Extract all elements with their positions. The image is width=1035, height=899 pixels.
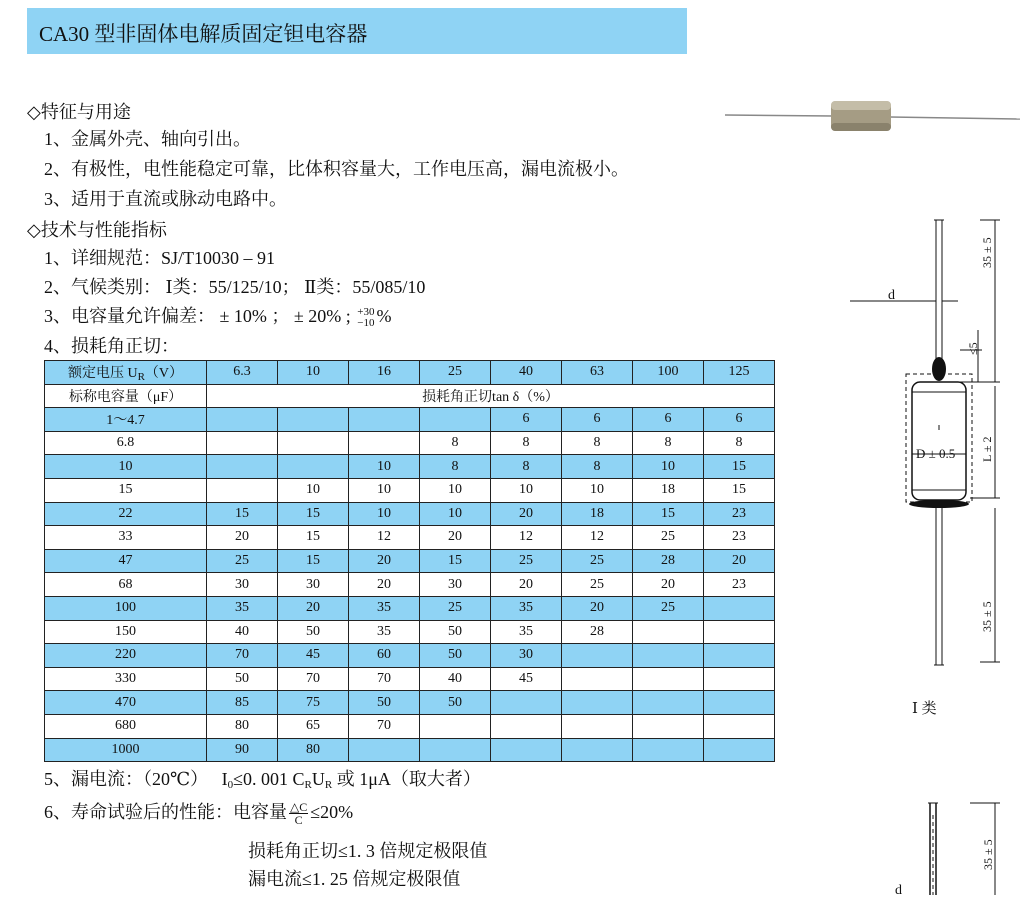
loss-value-cell: 15 [278,549,349,573]
loss-value-cell: 25 [633,526,704,550]
capacitance-cell: 1～4.7 [45,408,207,432]
loss-value-cell: 10 [349,478,420,502]
loss-value-cell: 25 [562,573,633,597]
loss-value-cell: 15 [704,478,775,502]
loss-value-cell: 90 [207,738,278,762]
loss-value-cell: 20 [349,573,420,597]
loss-value-cell: 30 [278,573,349,597]
loss-value-cell: 10 [562,478,633,502]
loss-value-cell: 20 [278,596,349,620]
leakage-prefix: 5、漏电流：（20℃） [44,769,209,789]
spec-3-suffix: % [376,306,392,326]
loss-value-cell [420,714,491,738]
loss-value-cell: 8 [420,455,491,479]
loss-value-cell [633,667,704,691]
loss-value-cell: 35 [207,596,278,620]
features-title: ◇特征与用途 [27,102,131,123]
loss-value-cell: 8 [704,431,775,455]
loss-value-cell: 30 [207,573,278,597]
table-row [45,431,775,455]
loss-value-cell: 20 [207,526,278,550]
loss-value-cell [562,644,633,668]
loss-value-cell: 8 [491,455,562,479]
loss-value-cell [207,455,278,479]
loss-value-cell: 10 [491,478,562,502]
life-suffix: ≤20% [310,802,354,822]
loss-value-cell: 15 [633,502,704,526]
fraction-denominator: C [294,813,303,828]
loss-value-cell: 65 [278,714,349,738]
table-row [45,714,775,738]
loss-value-cell: 25 [562,549,633,573]
loss-value-cell: 75 [278,691,349,715]
loss-value-cell [207,478,278,502]
loss-value-cell: 40 [207,620,278,644]
loss-value-cell: 25 [491,549,562,573]
loss-value-cell: 6 [491,408,562,432]
loss-value-cell: 45 [491,667,562,691]
loss-value-cell: 45 [278,644,349,668]
capacitance-cell: 220 [45,644,207,668]
loss-value-cell: 10 [349,455,420,479]
loss-value-cell: 10 [278,478,349,502]
capacitance-cell: 10 [45,455,207,479]
voltage-cell: 100 [633,361,704,385]
tolerance-top: +30 [357,305,375,318]
capacitance-cell: 47 [45,549,207,573]
life-line [44,798,353,826]
table-row [45,667,775,691]
loss-value-cell: 35 [491,596,562,620]
loss-value-cell [633,691,704,715]
loss-value-cell: 10 [420,502,491,526]
table-row [45,596,775,620]
loss-value-cell: 70 [349,667,420,691]
leakage-i: I [221,769,228,789]
capacitance-cell: 150 [45,620,207,644]
capacitance-header: 标称电容量（μF） [45,384,207,408]
capacitance-cell: 470 [45,691,207,715]
loss-value-cell: 60 [349,644,420,668]
d-label: d [888,288,895,303]
loss-value-cell: 35 [349,596,420,620]
loss-value-cell [633,738,704,762]
loss-value-cell: 70 [207,644,278,668]
loss-value-cell [704,667,775,691]
loss-value-cell: 50 [349,691,420,715]
loss-value-cell: 15 [278,526,349,550]
loss-value-cell: 50 [420,620,491,644]
loss-value-cell: 10 [349,502,420,526]
loss-tangent-table [44,360,775,762]
table-row [45,620,775,644]
loss-value-cell: 40 [420,667,491,691]
capacitance-cell: 15 [45,478,207,502]
table-row [45,455,775,479]
loss-value-cell [349,738,420,762]
loss-value-cell: 35 [349,620,420,644]
loss-value-cell: 12 [562,526,633,550]
title-bar [27,8,687,54]
loss-value-cell: 8 [420,431,491,455]
table-row [45,408,775,432]
capacitance-cell: 330 [45,667,207,691]
loss-value-cell: 23 [704,573,775,597]
table-row [45,691,775,715]
loss-value-cell: 18 [562,502,633,526]
tolerance-stack [357,307,374,329]
loss-value-cell: 20 [349,549,420,573]
loss-value-cell: 25 [420,596,491,620]
table-row [45,573,775,597]
voltage-header-label: 额定电压 $U_R(V)$ [45,361,207,385]
leakage-suffix: 或 1μA（取大者） [332,769,481,789]
capacitance-cell: 68 [45,573,207,597]
capacitance-cell: 680 [45,714,207,738]
leakage-u-sub: R [324,779,333,791]
capacitance-cell: 1000 [45,738,207,762]
loss-value-cell [420,408,491,432]
loss-value-cell: 20 [420,526,491,550]
loss-value-cell: 30 [420,573,491,597]
le5-label: ≤5 [966,342,980,355]
capacitance-cell: 22 [45,502,207,526]
loss-value-cell: 80 [207,714,278,738]
top-lead-length-2: 35 ± 5 [981,839,995,870]
loss-value-cell [491,738,562,762]
spec-3 [44,302,391,329]
loss-value-cell [704,691,775,715]
feature-3: 3、适用于直流或脉动电路中。 [44,189,287,209]
loss-value-cell: 10 [633,455,704,479]
loss-value-cell: 8 [633,431,704,455]
voltage-cell: 125 [704,361,775,385]
loss-value-cell: 20 [633,573,704,597]
spec-1: 1、详细规范：SJ/T10030 – 91 [44,248,276,268]
dimension-diagram [840,210,1030,730]
top-lead-length: 35 ± 5 [980,237,994,268]
loss-value-cell [491,691,562,715]
diagram-caption: Ⅰ 类 [912,701,937,717]
loss-value-cell [633,714,704,738]
body-length-label: L ± 2 [980,436,994,462]
spec-3-prefix: 3、电容量允许偏差： ± 10% ； ± 20% ; [44,306,351,326]
loss-value-cell: 50 [278,620,349,644]
life-prefix: 6、寿命试验后的性能：电容量 [44,802,287,822]
loss-value-cell: 23 [704,502,775,526]
life-leak: 漏电流≤1. 25 倍规定极限值 [248,869,461,889]
loss-value-cell: 50 [420,644,491,668]
loss-value-cell: 20 [491,573,562,597]
loss-value-cell: 6 [562,408,633,432]
loss-value-cell [704,714,775,738]
loss-value-cell [704,596,775,620]
product-photo [725,95,1025,135]
loss-value-cell: 12 [349,526,420,550]
fraction-numerator: △C [290,800,308,815]
loss-value-cell: 15 [420,549,491,573]
delta-c-fraction [289,801,308,826]
loss-value-cell: 50 [420,691,491,715]
loss-value-cell [562,691,633,715]
leakage-i-sub: 0 [227,779,234,791]
loss-value-cell [420,738,491,762]
loss-value-cell [704,620,775,644]
loss-value-cell: 85 [207,691,278,715]
loss-value-cell [704,738,775,762]
loss-value-cell: 28 [562,620,633,644]
leakage-c-sub: R [304,779,312,791]
feature-2: 2、有极性，电性能稳定可靠，比体积容量大，工作电压高，漏电流极小。 [44,159,629,179]
table-row [45,526,775,550]
loss-tangent-header: 损耗角正切tan δ（%） [207,384,775,408]
voltage-cell: 63 [562,361,633,385]
tolerance-bottom: −10 [357,316,375,329]
loss-value-cell: 8 [562,431,633,455]
table-row [45,478,775,502]
loss-value-cell: 15 [704,455,775,479]
loss-value-cell [704,644,775,668]
loss-value-cell: 28 [633,549,704,573]
loss-value-cell [633,620,704,644]
loss-value-cell: 20 [491,502,562,526]
loss-value-cell: 20 [562,596,633,620]
voltage-cell: 6.3 [207,361,278,385]
loss-value-cell: 50 [207,667,278,691]
feature-1: 1、金属外壳、轴向引出。 [44,129,251,149]
leakage-line [44,765,481,791]
loss-value-cell [278,408,349,432]
d2-label: d [895,883,902,898]
loss-value-cell [349,408,420,432]
loss-value-cell: 6 [704,408,775,432]
loss-value-cell [278,455,349,479]
subheader-row [45,384,775,408]
capacitance-cell: 33 [45,526,207,550]
loss-value-cell: 8 [491,431,562,455]
page-title: CA30 型非固体电解质固定钽电容器 [39,22,368,46]
loss-value-cell [349,431,420,455]
loss-value-cell: 15 [207,502,278,526]
capacitance-cell: 100 [45,596,207,620]
loss-value-cell [562,738,633,762]
loss-value-cell [491,714,562,738]
voltage-cell: 16 [349,361,420,385]
loss-value-cell: 23 [704,526,775,550]
voltage-header-row [45,361,775,385]
loss-value-cell: 30 [491,644,562,668]
loss-value-cell: 12 [491,526,562,550]
loss-value-cell: 8 [562,455,633,479]
loss-value-cell: 25 [633,596,704,620]
loss-value-cell: 6 [633,408,704,432]
loss-value-cell: 18 [633,478,704,502]
loss-value-cell [562,667,633,691]
spec-4: 4、损耗角正切： [44,336,179,356]
voltage-cell: 10 [278,361,349,385]
loss-value-cell: 20 [704,549,775,573]
loss-value-cell [562,714,633,738]
loss-value-cell: 10 [420,478,491,502]
loss-value-cell: 70 [349,714,420,738]
table-row [45,644,775,668]
loss-value-cell: 15 [278,502,349,526]
loss-value-cell: 35 [491,620,562,644]
table-row [45,549,775,573]
loss-value-cell: 80 [278,738,349,762]
loss-value-cell: 70 [278,667,349,691]
voltage-cell: 40 [491,361,562,385]
loss-value-cell [278,431,349,455]
bottom-lead-length: 35 ± 5 [980,601,994,632]
loss-value-cell [633,644,704,668]
body-diameter-label: D ± 0.5 [916,446,956,461]
table-row [45,502,775,526]
specs-title: ◇技术与性能指标 [27,220,167,241]
table-row [45,738,775,762]
spec-2: 2、气候类别： Ⅰ类：55/125/10； Ⅱ类：55/085/10 [44,277,426,297]
loss-value-cell: 25 [207,549,278,573]
voltage-cell: 25 [420,361,491,385]
leakage-u: U [311,769,325,789]
capacitance-cell: 6.8 [45,431,207,455]
loss-value-cell [207,431,278,455]
life-loss: 损耗角正切≤1. 3 倍规定极限值 [248,841,488,861]
loss-value-cell [207,408,278,432]
leakage-mid: ≤0. 001 C [233,769,305,789]
